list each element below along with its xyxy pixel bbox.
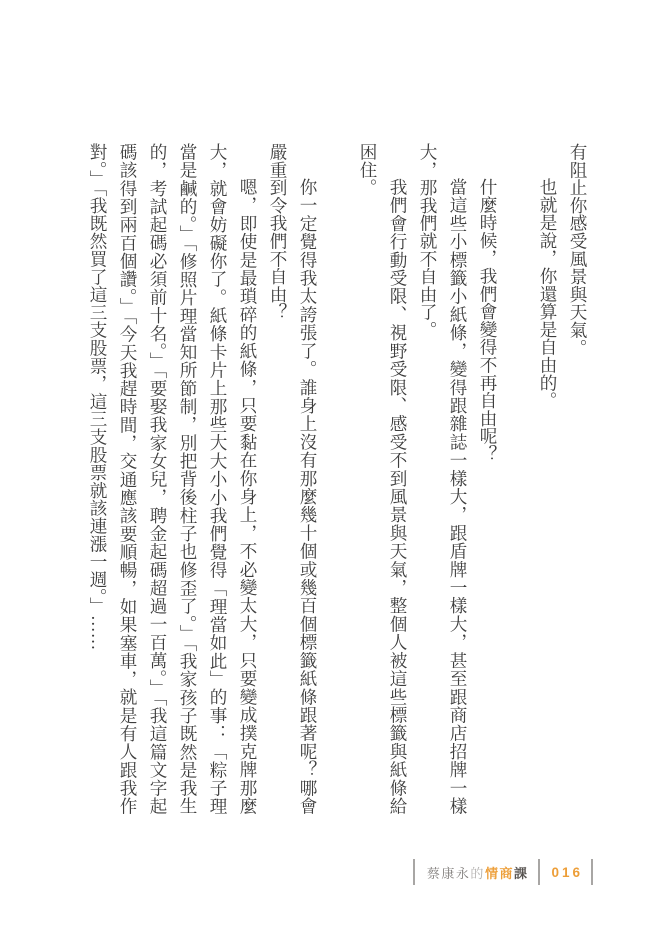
body-text bbox=[83, 143, 593, 815]
book-title-course: 課 bbox=[513, 865, 529, 881]
paragraph-3: 什麼時候，我們會變得不再自由呢？ bbox=[478, 178, 498, 463]
paragraph-4: 當這些小標籤小紙條，變得跟雜誌一樣大，跟盾牌一樣大，甚至跟商店招牌一樣大，那我們就不自由了。 bbox=[418, 143, 468, 815]
page-footer bbox=[413, 857, 593, 887]
footer-divider-left bbox=[413, 859, 415, 885]
book-title-author: 蔡康永 bbox=[426, 865, 471, 881]
book-title-eq: 情商 bbox=[484, 865, 514, 881]
book-title-particle: 的 bbox=[470, 865, 485, 881]
paragraph-6: 你一定覺得我太誇張了。誰身上沒有那麼幾十個或幾百個標籤紙條跟著呢？哪會嚴重到令我們不自由？ bbox=[268, 143, 318, 815]
footer-divider-right bbox=[591, 859, 593, 885]
page-number: 016 bbox=[551, 864, 583, 880]
paragraph-5: 我們會行動受限、視野受限、感受不到風景與天氣，整個人被這些標籤與紙條給困住。 bbox=[358, 143, 408, 815]
paragraph-1: 有阻止你感受風景與天氣。 bbox=[568, 143, 588, 357]
book-title bbox=[427, 863, 529, 882]
paragraph-2: 也就是說，你還算是自由的。 bbox=[538, 178, 558, 410]
paragraph-7: 嗯，即使是最瑣碎的紙條，只要黏在你身上，不必變太大，只要變成撲克牌那麼大，就會妨礙你了。紙條卡片上那些大大小小我們覺得「理當如此」的事：「粽子理當是鹹的。」「修照片理當知所節制，別把背後柱子也修歪了。」「我家孩子既然是我生的，考試起碼必須前十名。」「要娶我家女兒，聘金起碼超過一百萬。」「我這篇文字起碼該得到兩百個讚。」「今天我趕時間，交通應該要順暢，如果塞車，就是有人跟我作對。」「我既然買了這三支股票，這三支股票就該連漲一週。」…… bbox=[88, 143, 258, 815]
footer-divider-middle bbox=[538, 859, 540, 885]
